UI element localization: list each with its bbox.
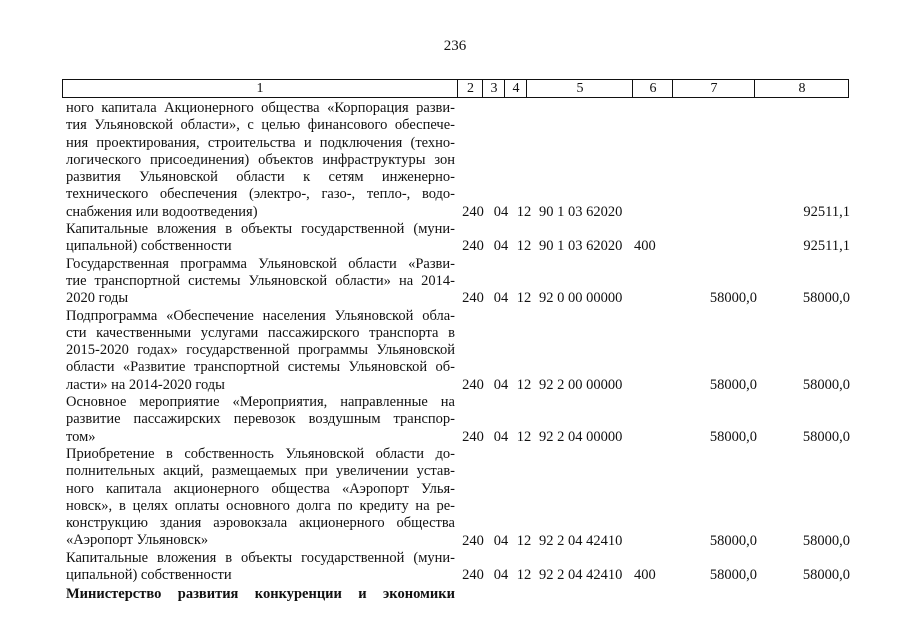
description-line: Приобретение в собственность Ульяновской области до- xyxy=(66,446,455,462)
description-line: сти качественными услугами пассажирского транспорта в xyxy=(66,324,455,341)
description-line: ния проектирования, строительства и подключения (техно- xyxy=(66,134,455,151)
cell-col-7: 58000,0 xyxy=(709,290,757,307)
cell-col-2: 240 xyxy=(462,290,484,307)
cell-col-3: 04 xyxy=(493,290,509,307)
cell-col-8: 92511,1 xyxy=(803,203,850,220)
description-line: Капитальные вложения в объекты государственной (муни- xyxy=(66,221,455,238)
cell-col-4: 12 xyxy=(516,290,532,307)
cell-col-8: 92511,1 xyxy=(803,238,850,255)
description-line: Подпрограмма «Обеспечение населения Ульяновской обла- xyxy=(66,307,455,324)
description-line: полнительных акций, размещаемых при увеличении устав- xyxy=(66,463,455,480)
cell-col-3: 04 xyxy=(493,567,509,584)
description-line: «Аэропорт Ульяновск» xyxy=(66,532,209,549)
cell-col-3: 04 xyxy=(493,376,509,393)
cell-col-3: 04 xyxy=(493,203,509,220)
description-line: Государственная программа Ульяновской области «Разви- xyxy=(66,255,455,272)
cell-col-3: 04 xyxy=(493,238,509,255)
header-col-5: 5 xyxy=(526,80,633,97)
row-description xyxy=(66,308,455,394)
cell-col-5: 90 1 03 62020 xyxy=(539,238,623,255)
row-description xyxy=(66,100,455,221)
cell-col-4: 12 xyxy=(516,428,532,445)
cell-col-6: 400 xyxy=(634,238,656,255)
page-number: 236 xyxy=(443,38,467,54)
cell-col-7: 58000,0 xyxy=(709,376,757,393)
description-line: ципальной) собственности xyxy=(66,567,232,584)
description-line: Капитальные вложения в объекты государственной (муни- xyxy=(66,549,455,566)
description-line: ного капитала акционерного общества «Аэропорт Улья- xyxy=(66,480,455,497)
description-line: развития Ульяновской области к сетям инженерно- xyxy=(66,169,455,186)
description-line: снабжения или водоотведения) xyxy=(66,203,258,220)
description-line: ного капитала Акционерного общества «Корпорация разви- xyxy=(66,100,455,116)
cell-col-5: 92 0 00 00000 xyxy=(539,290,623,307)
header-col-8: 8 xyxy=(754,80,849,97)
description-line: тия Ульяновской области», с целью финансового обеспече- xyxy=(66,117,455,134)
cell-col-2: 240 xyxy=(462,532,484,549)
description-line: логического присоединения) объектов инфраструктуры зон xyxy=(66,151,455,168)
cell-col-3: 04 xyxy=(493,532,509,549)
cell-col-8: 58000,0 xyxy=(802,290,850,307)
description-line: Основное мероприятие «Мероприятия, направленные на xyxy=(66,394,455,411)
description-line: конструкцию здания аэровокзала акционерного общества xyxy=(66,515,455,532)
cell-col-3: 04 xyxy=(493,428,509,445)
cell-col-2: 240 xyxy=(462,376,484,393)
header-col-2: 2 xyxy=(457,80,483,97)
cell-col-4: 12 xyxy=(516,532,532,549)
description-line: развитие пассажирских перевозок воздушным транспор- xyxy=(66,411,455,428)
cell-col-2: 240 xyxy=(462,428,484,445)
cell-col-8: 58000,0 xyxy=(802,567,850,584)
row-description xyxy=(66,550,455,585)
cell-col-4: 12 xyxy=(516,238,532,255)
header-col-3: 3 xyxy=(482,80,505,97)
cell-col-7: 58000,0 xyxy=(709,567,757,584)
cell-col-2: 240 xyxy=(462,203,484,220)
cell-col-7: 58000,0 xyxy=(709,428,757,445)
cell-col-2: 240 xyxy=(462,567,484,584)
description-line: 2015-2020 годах» государственной программы Ульяновской xyxy=(66,342,455,359)
cell-col-4: 12 xyxy=(516,376,532,393)
header-col-4: 4 xyxy=(504,80,527,97)
cell-col-5: 92 2 04 42410 xyxy=(539,567,623,584)
cell-col-4: 12 xyxy=(516,203,532,220)
cell-col-4: 12 xyxy=(516,567,532,584)
cell-col-5: 92 2 04 00000 xyxy=(539,428,623,445)
description-line: том» xyxy=(66,428,96,445)
description-line: области «Развитие транспортной системы Ульяновской об- xyxy=(66,359,455,376)
cell-col-5: 92 2 00 00000 xyxy=(539,376,623,393)
header-col-1: 1 xyxy=(256,81,264,96)
header-col-6: 6 xyxy=(632,80,673,97)
header-col-7: 7 xyxy=(672,80,755,97)
footer-heading xyxy=(66,586,455,603)
cell-col-8: 58000,0 xyxy=(802,376,850,393)
cell-col-6: 400 xyxy=(634,567,656,584)
description-line: ласти» на 2014-2020 годы xyxy=(66,376,225,393)
cell-col-8: 58000,0 xyxy=(802,428,850,445)
cell-col-2: 240 xyxy=(462,238,484,255)
row-description xyxy=(66,256,455,308)
description-line: ципальной) собственности xyxy=(66,238,232,255)
cell-col-5: 90 1 03 62020 xyxy=(539,203,623,220)
row-description xyxy=(66,221,455,256)
description-line: новск», в целях оплаты основного долга по кредиту на ре- xyxy=(66,497,455,514)
table-header xyxy=(62,79,849,98)
cell-col-5: 92 2 04 42410 xyxy=(539,532,623,549)
description-line: 2020 годы xyxy=(66,290,129,307)
row-description xyxy=(66,446,455,550)
description-line: технического обеспечения (электро-, газо-, тепло-, водо- xyxy=(66,186,455,203)
row-description xyxy=(66,394,455,446)
description-line: тие транспортной системы Ульяновской области» на 2014- xyxy=(66,272,455,289)
cell-col-7: 58000,0 xyxy=(709,532,757,549)
cell-col-8: 58000,0 xyxy=(802,532,850,549)
footer-heading-text: Министерство развития конкуренции и экономики xyxy=(66,586,455,602)
